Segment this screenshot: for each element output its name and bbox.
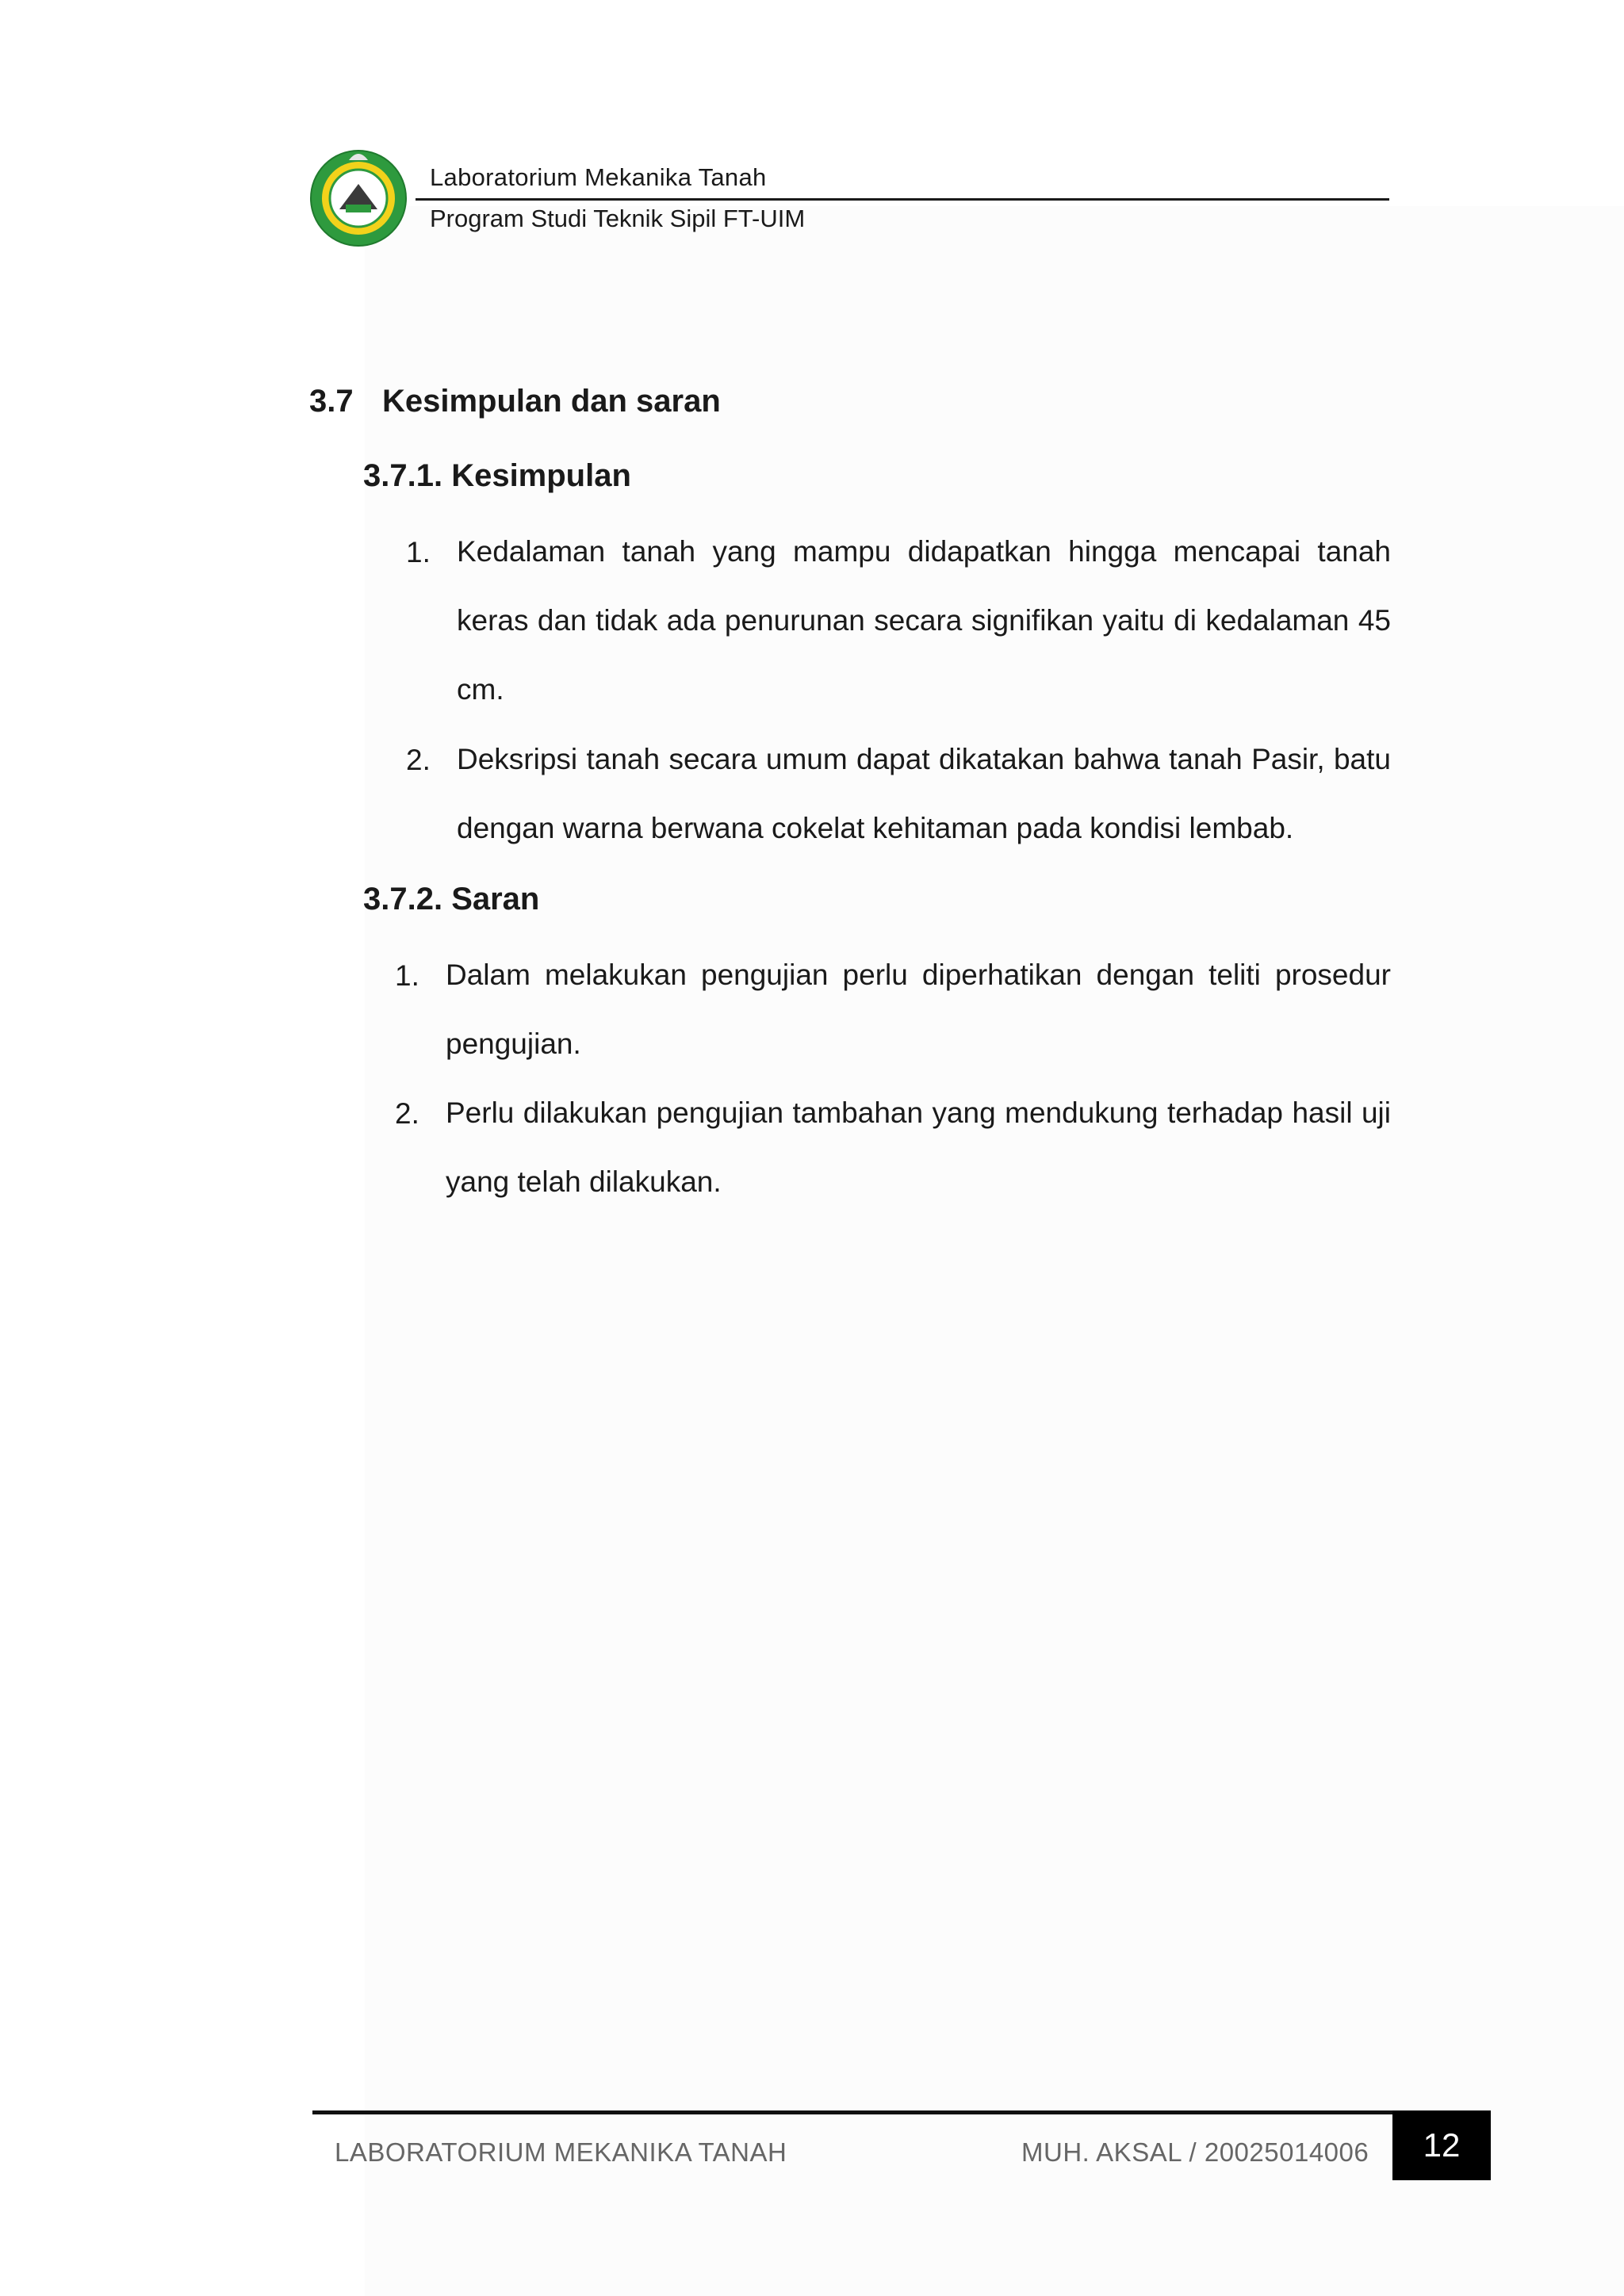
header-lab-name: Laboratorium Mekanika Tanah (430, 163, 767, 191)
section-number: 3.7 (309, 384, 354, 419)
saran-item-2-number: 2. (395, 1097, 419, 1130)
saran-item-1-number: 1. (395, 959, 419, 992)
saran-item-2-rest: yang telah dilakukan. (446, 1165, 722, 1198)
saran-heading: 3.7.2. Saran (363, 882, 540, 916)
footer-divider (312, 2110, 1394, 2114)
kesimpulan-item-2-number: 2. (406, 744, 431, 776)
header-program: Program Studi Teknik Sipil FT-UIM (430, 205, 806, 232)
saran-item-1 (446, 940, 1391, 1078)
kesimpulan-item-1-rest: keras dan tidak ada penurunan secara signifikan yaitu di kedalaman 45 cm. (457, 604, 1391, 706)
kesimpulan-heading: 3.7.1. Kesimpulan (363, 458, 631, 493)
footer-lab-name: LABORATORIUM MEKANIKA TANAH (335, 2137, 787, 2167)
header-divider (416, 198, 1389, 201)
kesimpulan-item-2-line1: Deksripsi tanah secara umum dapat dikatakan bahwa tanah Pasir, batu (457, 743, 1391, 775)
kesimpulan-item-2 (457, 725, 1391, 863)
footer-author: MUH. AKSAL / 20025014006 (1021, 2137, 1369, 2167)
section-title: Kesimpulan dan saran (382, 384, 721, 419)
saran-item-2-line1: Perlu dilakukan pengujian tambahan yang mendukung terhadap hasil uji (446, 1096, 1391, 1129)
kesimpulan-item-1-line1: Kedalaman tanah yang mampu didapatkan hingga mencapai tanah (457, 535, 1391, 568)
page-number-box (1392, 2110, 1491, 2180)
kesimpulan-item-2-rest: dengan warna berwana cokelat kehitaman pada kondisi lembab. (457, 812, 1294, 844)
page-number: 12 (1423, 2126, 1461, 2164)
saran-item-1-rest: pengujian. (446, 1027, 581, 1060)
university-emblem-icon (308, 146, 409, 247)
saran-item-1-line1: Dalam melakukan pengujian perlu diperhatikan dengan teliti prosedur (446, 959, 1391, 991)
kesimpulan-item-1-number: 1. (406, 536, 431, 568)
saran-item-2 (446, 1078, 1391, 1216)
kesimpulan-item-1 (457, 517, 1391, 724)
